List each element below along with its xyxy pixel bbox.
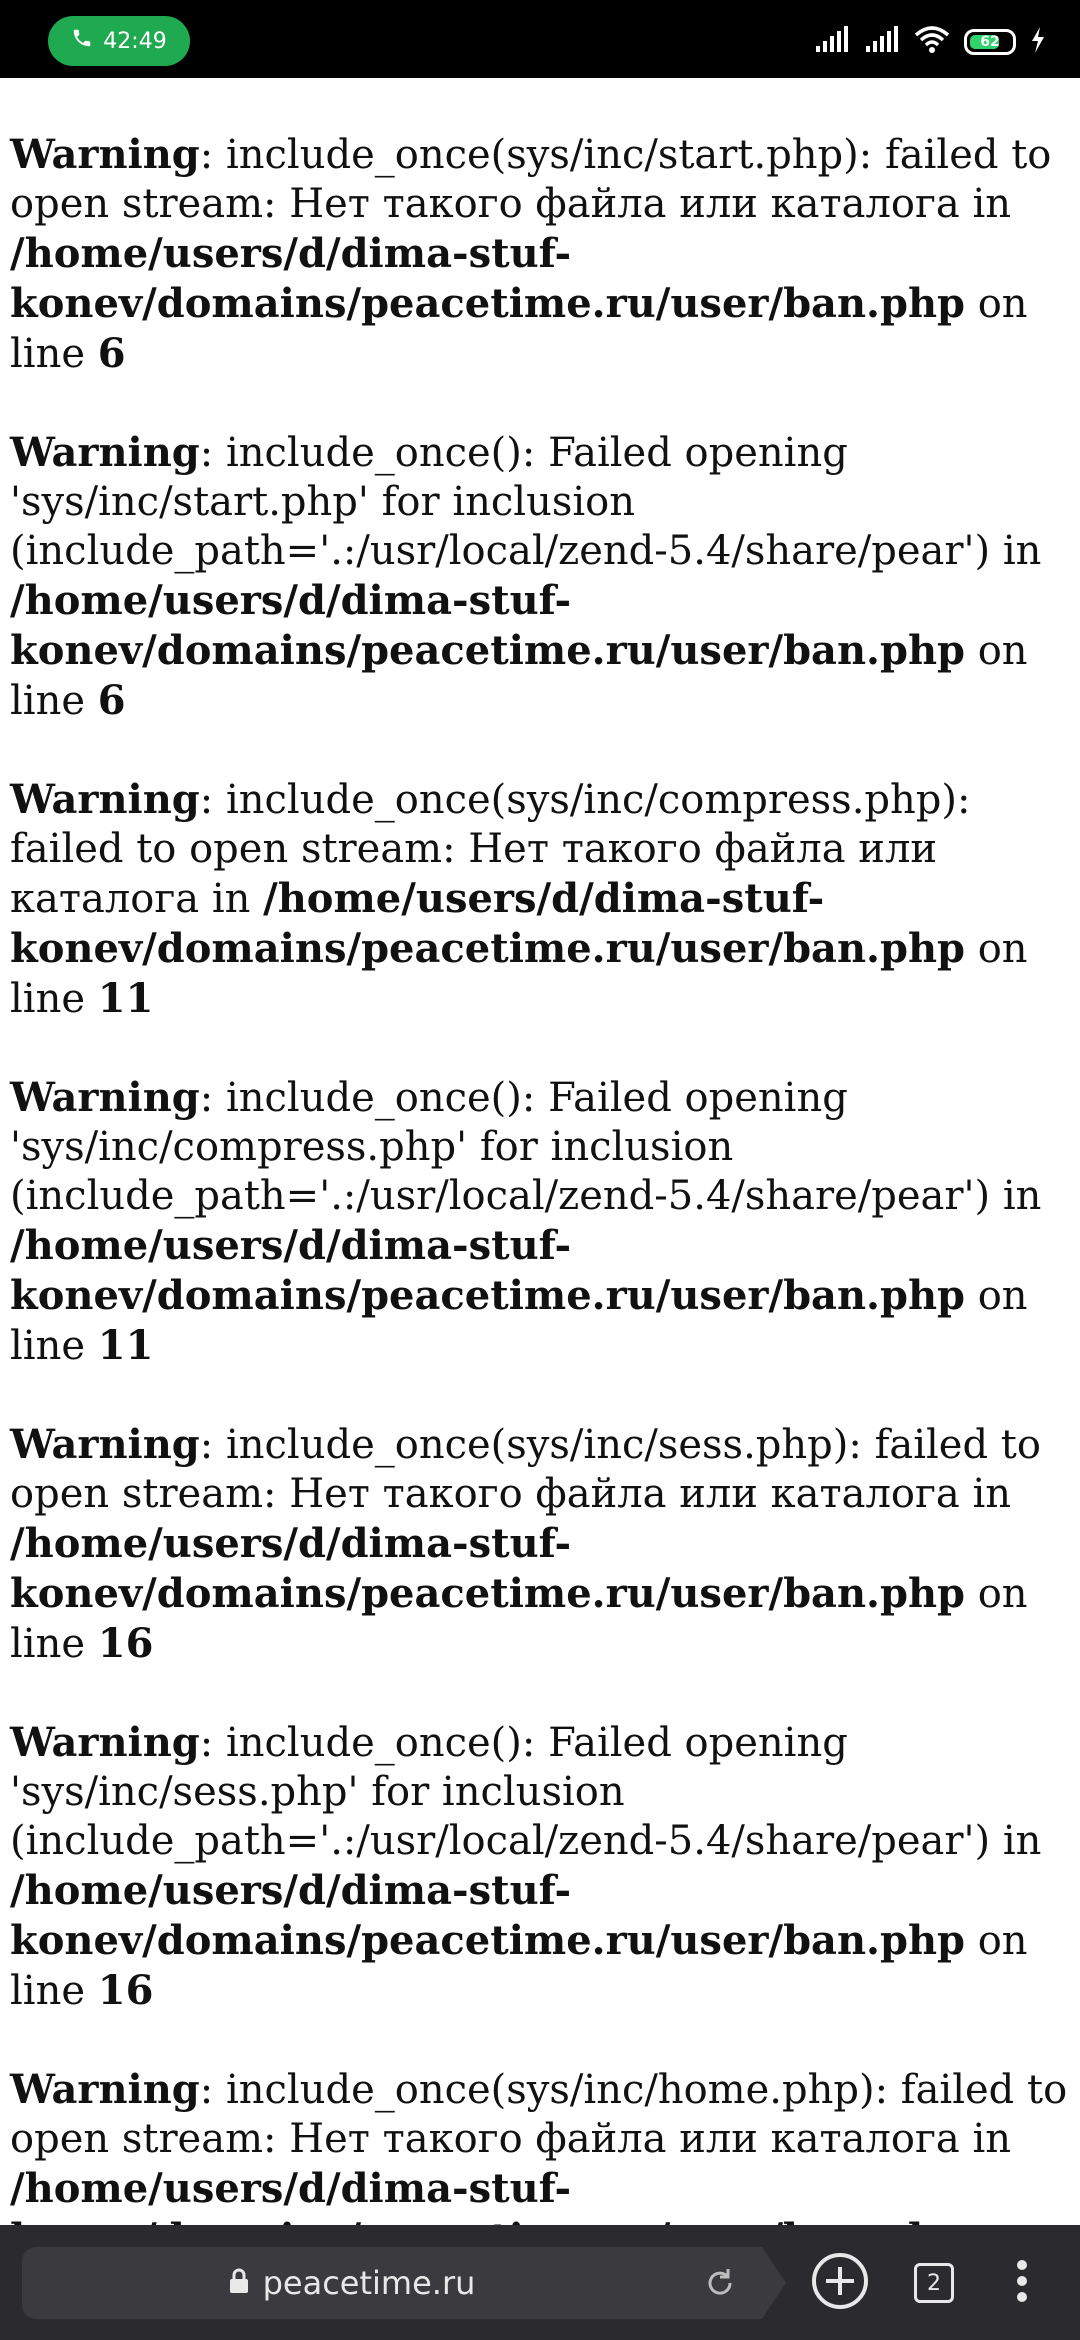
warning-text: : include_once(): Failed opening 'sys/inc/sess.php' for inclusion (include_path='.:/usr/local/zend-5.4/share/pear') in xyxy=(10,1720,1042,1864)
warning-label: Warning xyxy=(10,429,200,476)
line-number: 6 xyxy=(97,677,126,724)
warning-text: : include_once(sys/inc/start.php): failed to open stream: Нет такого файла или каталога in xyxy=(10,132,1052,227)
menu-button[interactable] xyxy=(990,2251,1054,2315)
warning-path: /home/users/d/dima-stuf-konev/domains/peacetime.ru/user/ban.php xyxy=(10,1222,965,1319)
address-bar[interactable] xyxy=(22,2247,762,2319)
battery-icon xyxy=(964,29,1016,55)
more-vert-icon xyxy=(1016,2259,1028,2307)
warning-path: /home/users/d/dima-stuf-konev/domains/peacetime.ru/user/ban.php xyxy=(10,577,965,674)
warning-label: Warning xyxy=(10,1074,200,1121)
call-timer: 42:49 xyxy=(103,28,167,54)
line-number: 6 xyxy=(97,330,126,377)
page-content xyxy=(10,130,1070,2225)
tab-count: 2 xyxy=(927,2270,941,2296)
warning-message xyxy=(10,428,1070,726)
warning-message xyxy=(10,130,1070,379)
warning-path: /home/users/d/dima-stuf-konev/domains/peacetime.ru/user/ban.php xyxy=(10,1867,965,1964)
on-line-text: on line xyxy=(10,281,1028,377)
warning-label: Warning xyxy=(10,131,200,178)
status-bar xyxy=(0,0,1080,78)
warning-label: Warning xyxy=(10,776,200,823)
warning-label: Warning xyxy=(10,1719,200,1766)
wifi-icon xyxy=(914,25,950,59)
url-text: peacetime.ru xyxy=(262,2264,476,2302)
warning-path: /home/users/d/dima-stuf-konev/domains/peacetime.ru/user/ban.php xyxy=(10,875,965,972)
line-number: 11 xyxy=(97,975,154,1022)
new-tab-button[interactable] xyxy=(808,2251,872,2315)
warning-text: : include_once(): Failed opening 'sys/inc/compress.php' for inclusion (include_path='.:/usr/local/zend-5.4/share/pear') in xyxy=(10,1075,1042,1219)
phone-icon xyxy=(71,27,93,55)
signal-icon-2 xyxy=(864,26,900,58)
warning-message xyxy=(10,1718,1070,2016)
on-line-text: on line xyxy=(10,1273,1028,1369)
tabs-button[interactable] xyxy=(902,2251,966,2315)
tabs-count-icon xyxy=(914,2263,954,2303)
signal-icon xyxy=(814,26,850,58)
charging-icon xyxy=(1030,27,1046,57)
line-number: 16 xyxy=(97,1620,154,1667)
lock-icon xyxy=(229,2264,249,2302)
reload-icon[interactable] xyxy=(700,2263,740,2303)
status-icons xyxy=(814,22,1046,62)
battery-level: 62 xyxy=(980,34,1000,50)
warning-message xyxy=(10,1073,1070,1371)
warning-text: : include_once(): Failed opening 'sys/inc/start.php' for inclusion (include_path='.:/usr/local/zend-5.4/share/pear') in xyxy=(10,430,1042,574)
line-number: 16 xyxy=(97,1967,154,2014)
warning-text: : include_once(sys/inc/sess.php): failed to open stream: Нет такого файла или каталога in xyxy=(10,1422,1041,1517)
warning-text: : include_once(sys/inc/home.php): failed to open stream: Нет такого файла или каталога in xyxy=(10,2067,1068,2162)
warning-message xyxy=(10,1420,1070,1669)
on-line-text: on line xyxy=(10,628,1028,724)
address-bar-arrow xyxy=(762,2247,786,2319)
warning-label: Warning xyxy=(10,2066,200,2113)
warning-path: /home/users/d/dima-stuf-konev/domains/peacetime.ru/user/ban.php xyxy=(10,230,965,327)
warning-path: /home/users/d/dima-stuf- xyxy=(10,2165,572,2212)
warning-message xyxy=(10,775,1070,1024)
on-line-text: on line xyxy=(10,1918,1028,2014)
warning-path: /home/users/d/dima-stuf-konev/domains/peacetime.ru/user/ban.php xyxy=(10,1520,965,1617)
line-number: 11 xyxy=(97,1322,154,1369)
warning-text: : include_once(sys/inc/compress.php): failed to open stream: Нет такого файла или каталога in xyxy=(10,777,971,922)
warning-label: Warning xyxy=(10,1421,200,1468)
browser-toolbar xyxy=(0,2225,1080,2340)
on-line-text: on line xyxy=(10,926,1028,1022)
on-line-text: on line xyxy=(10,1571,1028,1667)
plus-circle-icon xyxy=(811,2252,869,2314)
ongoing-call-chip[interactable] xyxy=(48,16,190,66)
